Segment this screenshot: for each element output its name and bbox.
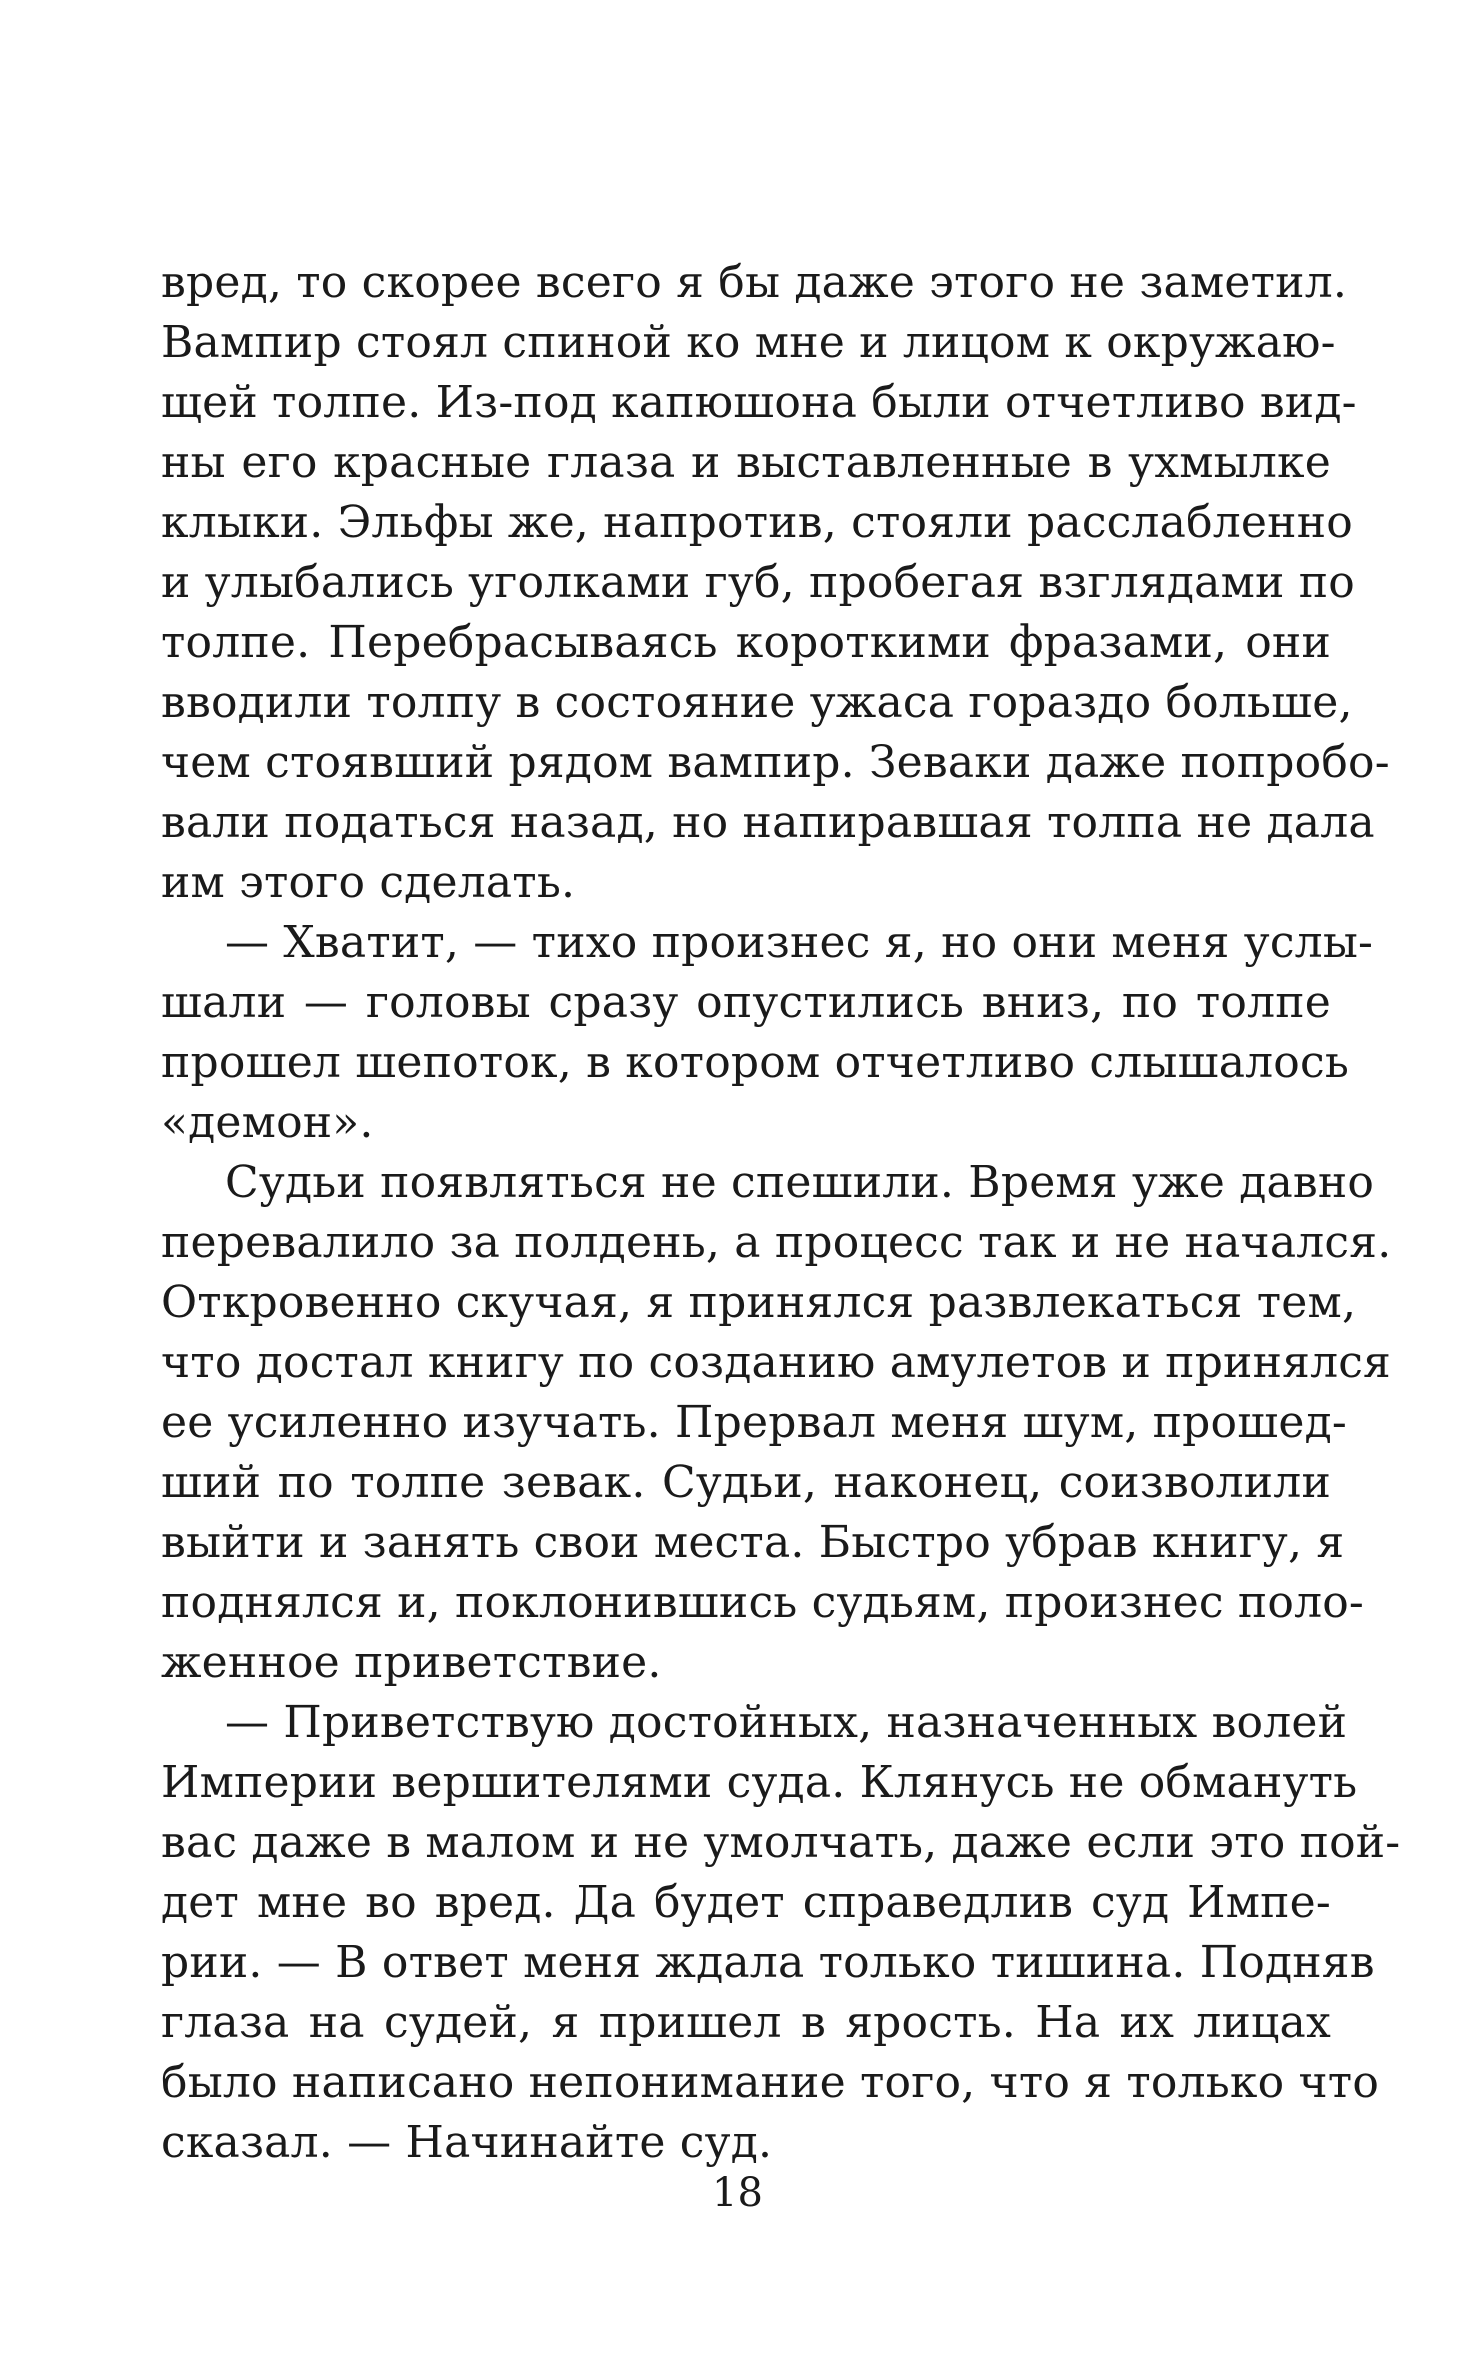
text-line: вали податься назад, но напиравшая толпа не дала <box>161 797 1375 848</box>
text-line: «демон». <box>161 1097 374 1148</box>
text-line: глаза на судей, я пришел в ярость. На их лицах <box>161 1997 1331 2048</box>
text-line: ны его красные глаза и выставленные в ухмылке <box>161 437 1331 488</box>
text-line: что достал книгу по созданию амулетов и принялся <box>161 1337 1392 1388</box>
text-line: — Хватит, — тихо произнес я, но они меня услы- <box>225 917 1374 968</box>
paragraph <box>161 913 1374 1153</box>
paragraph <box>161 253 1390 913</box>
text-line: клыки. Эльфы же, напротив, стояли расслабленно <box>161 497 1353 548</box>
text-line: Вампир стоял спиной ко мне и лицом к окружаю- <box>161 317 1336 368</box>
text-line: шали — головы сразу опустились вниз, по толпе <box>161 977 1331 1028</box>
text-line: Судьи появляться не спешили. Время уже давно <box>225 1157 1375 1208</box>
text-line: — Приветствую достойных, назначенных волей <box>225 1697 1348 1748</box>
text-line: ее усиленно изучать. Прервал меня шум, прошед- <box>161 1397 1347 1448</box>
text-line: перевалило за полдень, а процесс так и не начался. <box>161 1217 1392 1268</box>
text-line: вводили толпу в состояние ужаса гораздо больше, <box>161 677 1353 728</box>
text-line: ший по толпе зевак. Судьи, наконец, соизволили <box>161 1457 1331 1508</box>
text-line: вас даже в малом и не умолчать, даже если это пой- <box>161 1817 1401 1868</box>
text-line: поднялся и, поклонившись судьям, произнес поло- <box>161 1577 1364 1628</box>
text-line: сказал. — Начинайте суд. <box>161 2117 773 2168</box>
text-line: им этого сделать. <box>161 857 576 908</box>
text-line: выйти и занять свои места. Быстро убрав книгу, я <box>161 1517 1345 1568</box>
text-line: вред, то скорее всего я бы даже этого не заметил. <box>161 257 1348 308</box>
text-line: чем стоявший рядом вампир. Зеваки даже попробо- <box>161 737 1390 788</box>
text-line: дет мне во вред. Да будет справедлив суд Импе- <box>161 1877 1331 1928</box>
page-number: 18 <box>712 2170 763 2216</box>
text-line: щей толпе. Из-под капюшона были отчетливо вид- <box>161 377 1357 428</box>
text-line: прошел шепоток, в котором отчетливо слышалось <box>161 1037 1349 1088</box>
body-text <box>161 253 1401 2173</box>
text-line: Откровенно скучая, я принялся развлекаться тем, <box>161 1277 1357 1328</box>
text-line: было написано непонимание того, что я только что <box>161 2057 1380 2108</box>
text-line: Империи вершителями суда. Клянусь не обмануть <box>161 1757 1358 1808</box>
paragraph <box>161 1153 1392 1693</box>
text-line: и улыбались уголками губ, пробегая взглядами по <box>161 557 1355 608</box>
paragraph <box>161 1693 1401 2173</box>
text-line: женное приветствие. <box>161 1637 662 1688</box>
text-line: рии. — В ответ меня ждала только тишина. Подняв <box>161 1937 1375 1988</box>
text-line: толпе. Перебрасываясь короткими фразами, они <box>161 617 1331 668</box>
